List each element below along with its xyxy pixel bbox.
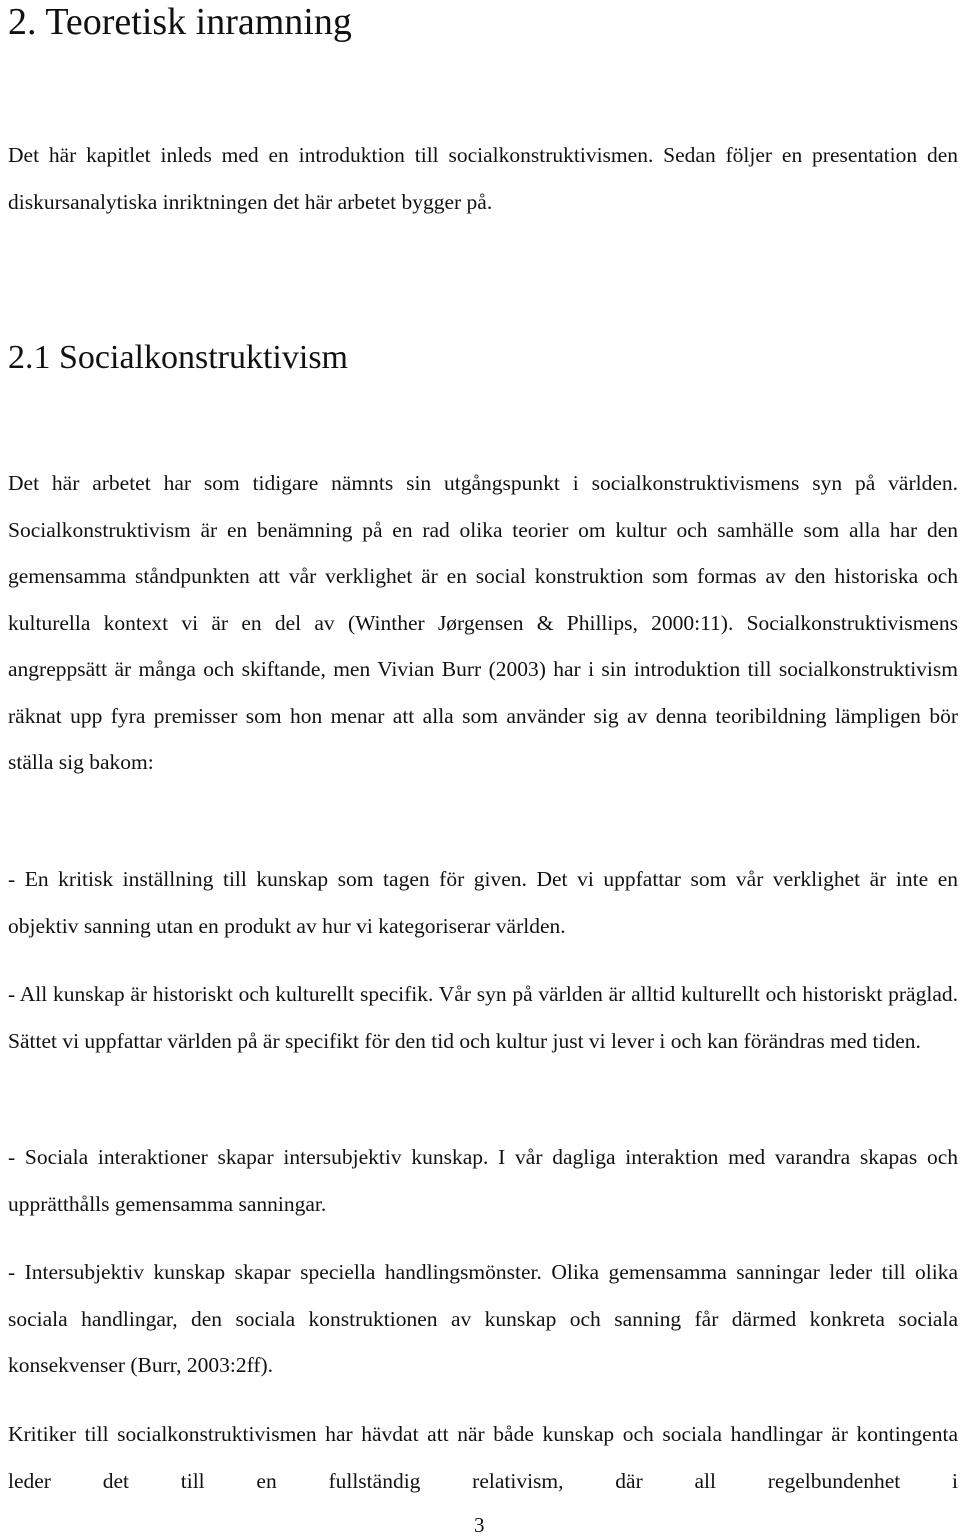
premise-item-2: - All kunskap är historiskt och kulturellt specifik. Vår syn på världen är alltid kulturellt och historiskt präglad. Sättet vi uppfattar världen på är specifikt för den tid och kultur just vi lever i och kan förändras med tiden. xyxy=(8,982,958,1053)
premise-item-3: - Sociala interaktioner skapar intersubjektiv kunskap. I vår dagliga interaktion med varandra skapas och upprätthålls gemensamma sanningar. xyxy=(8,1145,958,1216)
chapter-heading: 2. Teoretisk inramning xyxy=(8,1,352,43)
critique-paragraph: Kritiker till socialkonstruktivismen har hävdat att när både kunskap och sociala handlingar är kontingenta leder det till en fullständig relativism, där all regelbundenhet i xyxy=(8,1422,958,1493)
section-main-paragraph: Det här arbetet har som tidigare nämnts sin utgångspunkt i socialkonstruktivismens syn på världen. Socialkonstruktivism är en benämning på en rad olika teorier om kultur och samhälle som alla har den gemensamma ståndpunkten att vår verklighet är en social konstruktion som formas av den historiska och kulturella kontext vi är en del av (Winther Jørgensen & Phillips, 2000:11). Socialkonstruktivismens angreppsätt är många och skiftande, men Vivian Burr (2003) har i sin introduktion till socialkonstruktivism räknat upp fyra premisser som hon menar att alla som använder sig av denna teoribildning lämpligen bör ställa sig bakom: xyxy=(8,471,958,774)
chapter-intro-paragraph: Det här kapitlet inleds med en introduktion till socialkonstruktivismen. Sedan följer en presentation den diskursanalytiska inriktningen det här arbetet bygger på. xyxy=(8,143,958,214)
premise-item-1: - En kritisk inställning till kunskap som tagen för given. Det vi uppfattar som vår verklighet är inte en objektiv sanning utan en produkt av hur vi kategoriserar världen. xyxy=(8,867,958,938)
premise-item-4: - Intersubjektiv kunskap skapar speciella handlingsmönster. Olika gemensamma sanningar leder till olika sociala handlingar, den sociala konstruktionen av kunskap och sanning får därmed konkreta sociala konsekvenser (Burr, 2003:2ff). xyxy=(8,1260,958,1377)
page-number: 3 xyxy=(474,1513,485,1537)
section-heading: 2.1 Socialkonstruktivism xyxy=(8,339,348,376)
